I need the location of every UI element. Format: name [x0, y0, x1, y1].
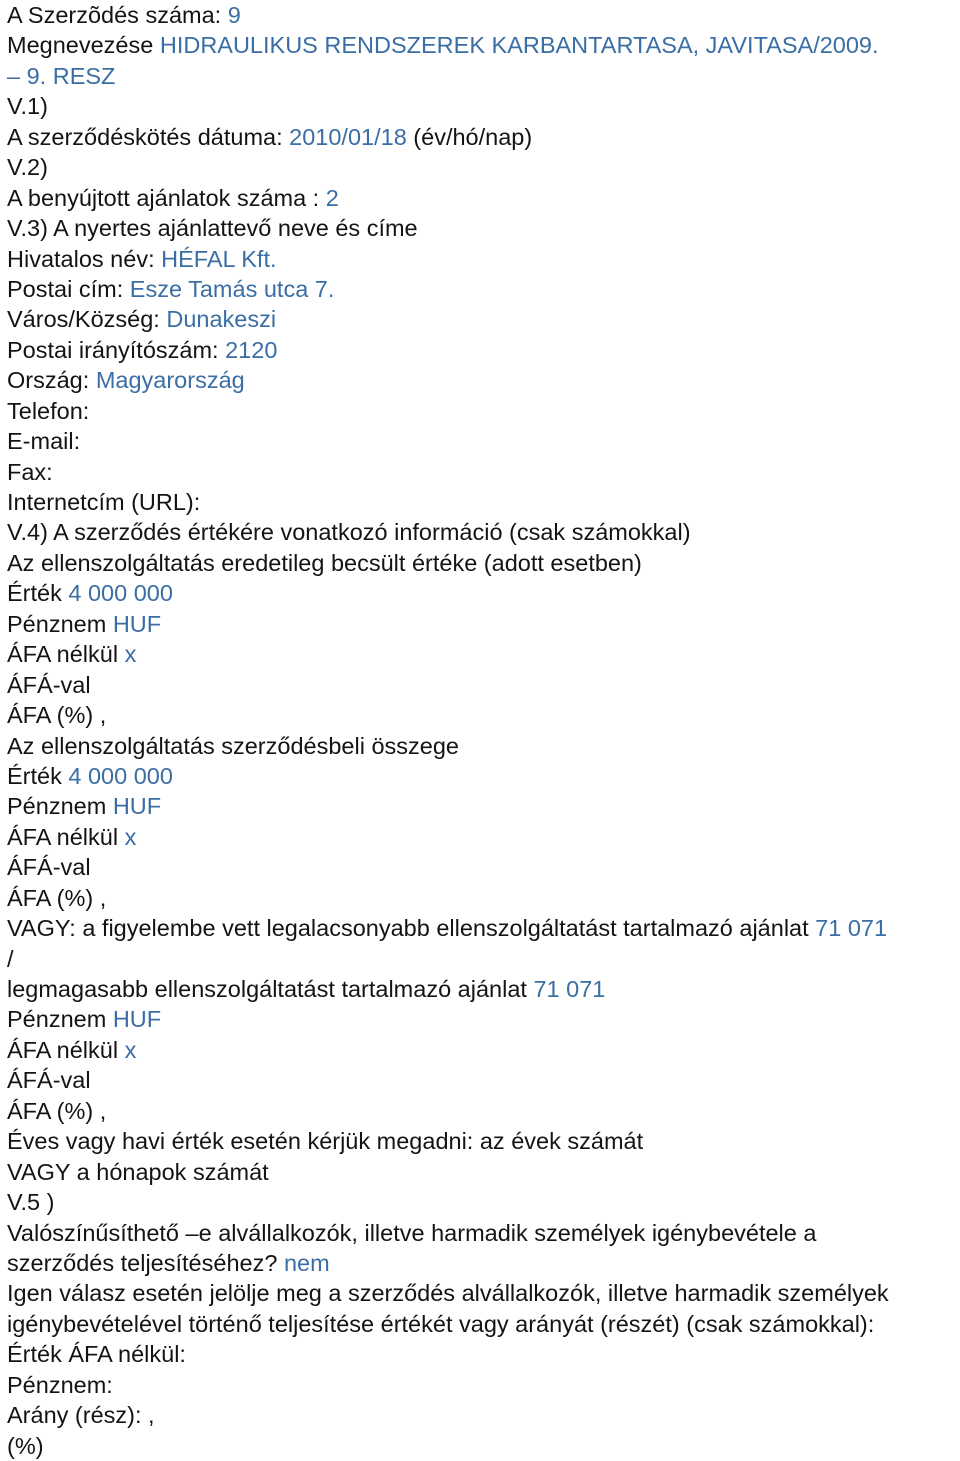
field-label: Pénznem [7, 793, 113, 820]
document-line [7, 578, 960, 608]
field-label: E-mail: [7, 428, 81, 455]
document-line [7, 30, 960, 60]
field-label: Ország: [7, 367, 96, 394]
document-line [7, 1065, 960, 1095]
document-line [7, 1370, 960, 1400]
field-label: Az ellenszolgáltatás eredetileg becsült értéke (adott esetben) [7, 549, 642, 576]
field-value: x [124, 1036, 137, 1063]
field-label: Postai irányítószám: [7, 336, 226, 363]
document-line [7, 822, 960, 852]
field-label: ÁFA nélkül [7, 1036, 125, 1063]
field-label: ÁFA nélkül [7, 823, 125, 850]
document-line [7, 1309, 960, 1339]
document-line [7, 731, 960, 761]
field-label: ÁFÁ-val [7, 671, 91, 698]
document-line [7, 457, 960, 487]
field-label: ÁFA nélkül [7, 641, 125, 668]
field-label: V.3) A nyertes ajánlattevő neve és címe [7, 215, 418, 242]
document-line [7, 213, 960, 243]
document-line [7, 426, 960, 456]
field-label: legmagasabb ellenszolgáltatást tartalmazó ajánlat [7, 976, 534, 1002]
field-label: Megnevezése [7, 32, 160, 59]
field-label: V.2) [7, 154, 48, 181]
document-line [7, 1004, 960, 1034]
field-label: VAGY a hónapok számát [7, 1158, 269, 1185]
document-line [7, 548, 960, 578]
field-label: A benyújtott ajánlatok száma : [7, 184, 326, 211]
field-value: x [124, 641, 137, 668]
document-line [7, 700, 960, 730]
document-line [7, 883, 960, 913]
document-line [7, 944, 960, 974]
document-line [7, 639, 960, 669]
field-label: Érték [7, 580, 69, 607]
field-value: 71 071 [815, 915, 888, 942]
field-label: (%) [7, 1432, 44, 1459]
document-line [7, 1431, 960, 1461]
field-label: Pénznem [7, 1006, 113, 1033]
document-line [7, 974, 960, 1004]
field-label: Pénznem [7, 610, 113, 637]
document-line [7, 244, 960, 274]
document-line [7, 1400, 960, 1430]
field-label: Internetcím (URL): [7, 489, 201, 515]
field-label: Igen válasz esetén jelölje meg a szerződés alvállalkozók, illetve harmadik személyek [7, 1280, 889, 1307]
document-line [7, 1126, 960, 1156]
field-label: szerződés teljesítéséhez? [7, 1249, 284, 1276]
field-value: 9 [227, 2, 241, 28]
field-label: ÁFÁ-val [7, 1067, 91, 1094]
document-line [7, 396, 960, 426]
document-line [7, 1218, 960, 1248]
document-line [7, 670, 960, 700]
document-line [7, 122, 960, 152]
field-label: Fax: [7, 458, 53, 485]
document-line [7, 761, 960, 791]
field-value: HUF [112, 610, 162, 637]
document-line [7, 365, 960, 395]
field-label: Érték ÁFA nélkül: [7, 1341, 186, 1368]
document-line [7, 852, 960, 882]
field-label: Az ellenszolgáltatás szerződésbeli összege [7, 732, 459, 759]
field-label: Város/Község: [7, 306, 167, 333]
field-value: x [124, 823, 137, 850]
field-label: Postai cím: [7, 275, 130, 302]
field-label: / [7, 945, 14, 972]
field-label: Érték [7, 762, 69, 789]
field-suffix: (év/hó/nap) [406, 123, 533, 150]
field-value: 2120 [225, 336, 278, 363]
field-label: V.4) A szerződés értékére vonatkozó információ (csak számokkal) [7, 519, 691, 546]
field-label: igénybevételével történő teljesítése értékét vagy arányát (részét) (csak számokkal): [7, 1310, 875, 1337]
field-label: V.1) [7, 93, 48, 120]
document-line [7, 61, 960, 91]
field-value: 2 [325, 184, 339, 211]
document-line [7, 609, 960, 639]
document-line [7, 1157, 960, 1187]
field-label: Telefon: [7, 397, 90, 424]
field-label: Pénznem: [7, 1371, 113, 1398]
field-value: HUF [112, 1006, 162, 1033]
field-label: VAGY: a figyelembe vett legalacsonyabb ellenszolgáltatást tartalmazó ajánlat [7, 915, 816, 942]
document-line [7, 1187, 960, 1217]
field-label: Hivatalos név: [7, 245, 162, 272]
document-line [7, 1035, 960, 1065]
document-line [7, 152, 960, 182]
document-line [7, 1278, 960, 1308]
document-line [7, 791, 960, 821]
document-line [7, 1248, 960, 1278]
field-value: – 9. RESZ [7, 62, 116, 89]
field-value: 4 000 000 [68, 580, 173, 607]
document-line [7, 335, 960, 365]
document-line [7, 304, 960, 334]
field-value: 71 071 [533, 976, 606, 1002]
field-value: HIDRAULIKUS RENDSZEREK KARBANTARTASA, JAVITASA/2009. [159, 32, 879, 59]
document-line [7, 517, 960, 547]
document-line [7, 487, 960, 517]
field-label: ÁFA (%) , [7, 702, 107, 729]
field-label: Éves vagy havi érték esetén kérjük megadni: az évek számát [7, 1128, 644, 1155]
document-line [7, 91, 960, 121]
field-label: A Szerzõdés száma: [7, 2, 228, 28]
field-value: HÉFAL Kft. [161, 245, 277, 272]
field-label: ÁFA (%) , [7, 1097, 107, 1124]
field-value: Magyarország [95, 367, 245, 394]
field-label: V.5 ) [7, 1189, 55, 1216]
field-value: nem [283, 1249, 330, 1276]
document-line [7, 274, 960, 304]
field-label: ÁFÁ-val [7, 854, 91, 881]
field-label: Valószínűsíthető –e alvállalkozók, illetve harmadik személyek igénybevétele a [7, 1219, 817, 1246]
field-value: 2010/01/18 [289, 123, 407, 150]
field-label: A szerződéskötés dátuma: [7, 123, 290, 150]
document-line [7, 1339, 960, 1369]
document-line [7, 183, 960, 213]
field-value: Dunakeszi [166, 306, 277, 333]
document-line [7, 913, 960, 943]
field-value: Esze Tamás utca 7. [129, 275, 335, 302]
field-value: HUF [112, 793, 162, 820]
field-value: 4 000 000 [68, 762, 173, 789]
field-label: Arány (rész): , [7, 1402, 155, 1429]
document-line [7, 0, 960, 30]
document-line [7, 1096, 960, 1126]
field-label: ÁFA (%) , [7, 884, 107, 911]
